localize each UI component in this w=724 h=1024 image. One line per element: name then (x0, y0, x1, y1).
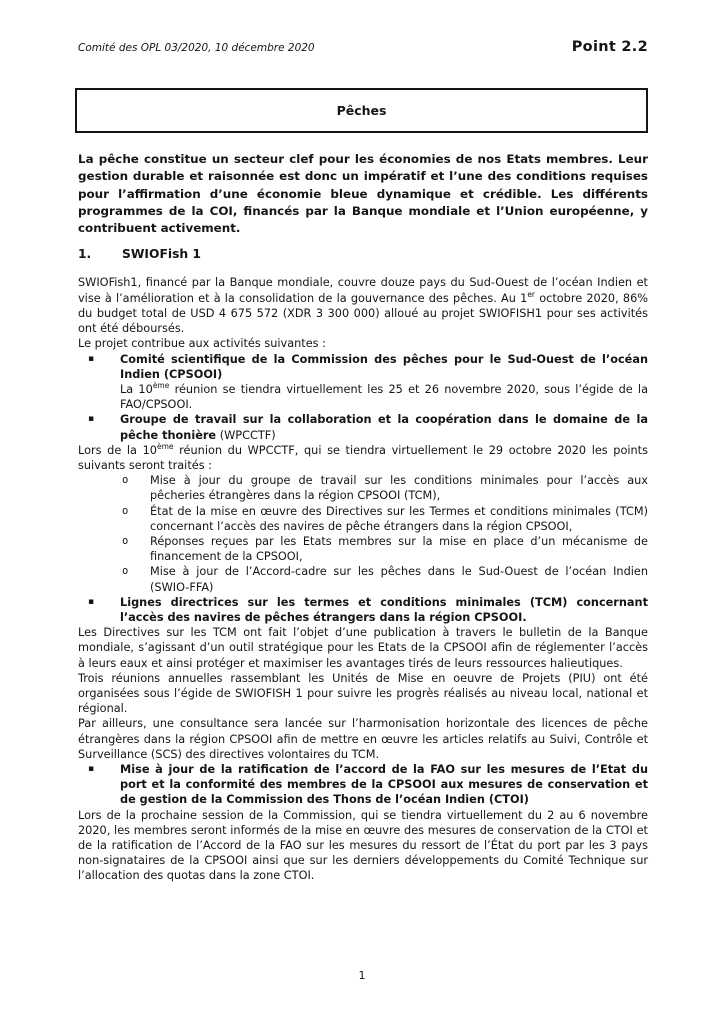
sub-bullet-text: Mise à jour de l’Accord-cadre sur les pêches dans le Sud-Ouest de l’océan Indien (SWIO-FFA) (150, 565, 648, 594)
sub-bullet-text: Réponses reçues par les Etats membres sur la mise en place d’un mécanisme de financement de la CPSOOI, (150, 534, 648, 564)
text-run: SWIOFish1, financé par la Banque mondiale, couvre douze pays du Sud-Ouest de l’océan Indien et vise à l’amélioration et à la consolidation de la gouvernance des pêches. Au 1 (78, 276, 648, 305)
paragraph-swiofish-overview (78, 275, 648, 336)
bullet-item-lignes-directrices (78, 595, 648, 625)
superscript-ordinal: ème (156, 441, 174, 451)
bullet-heading-lignes-directrices: Lignes directrices sur les termes et conditions minimales (TCM) concernant l’accès des navires de pêches étrangers dans la région CPSOOI. (120, 595, 648, 624)
sub-bullet-item-swio-ffa (78, 564, 648, 594)
text-run: Lors de la 10 (78, 443, 157, 457)
paragraph-commission-session: Lors de la prochaine session de la Commission, qui se tiendra virtuellement du 2 au 6 novembre 2020, les membres seront informés de la mise en œuvre des mesures de conservation de la CTOI et de la ratification de l’Accord de la FAO sur les mesures du ressort de l’État du port par les 3 pays non-signataires de la CPSOOI ainsi que sur les derniers développements du Comité Technique sur l’allocation des quotas dans la zone CTOI. (78, 808, 648, 883)
text-run: réunion se tiendra virtuellement les 25 et 26 novembre 2020, sous l’égide de la FAO/CPSOOI. (120, 382, 648, 412)
page-number: 1 (358, 969, 366, 982)
text-run: octobre 2020, 86% du budget total de USD 4 675 572 (XDR 3 300 000) alloué au projet SWIOFISH1 pour ses activités ont été déboursés. (78, 291, 648, 336)
header-agenda-point: Point 2.2 (571, 39, 648, 55)
square-bullet-icon: ▪ (88, 596, 95, 607)
page-footer (0, 969, 724, 982)
section-number: 1. (78, 247, 92, 262)
bullet-item-cpsooi (78, 352, 648, 413)
paragraph-consultance: Par ailleurs, une consultance sera lancée sur l’harmonisation horizontale des licences de pêche étrangères dans la région CPSOOI afin de mettre en œuvre les articles relatifs au Suivi, Contrôle et Surveillance (SCS) des directives volontaires du TCM. (78, 717, 648, 761)
text-run: La 10 (120, 382, 153, 396)
bullet-heading-wpcctf (120, 412, 648, 442)
sub-bullet-item-responses (78, 534, 648, 564)
text-run: réunion du WPCCTF, qui se tiendra virtuellement le 29 octobre 2020 les points suivants seront traités : (78, 443, 648, 472)
bullet-heading-fao-ratification: Mise à jour de la ratification de l’accord de la FAO sur les mesures de l’Etat du port et la conformité des membres de la CPSOOI aux mesures de conservation et de gestion de la Commission des Thons de l’océan Indien (CTOI) (120, 762, 648, 807)
sub-bullet-item-tcm-update (78, 473, 648, 503)
bullet-heading-cpsooi: Comité scientifique de la Commission des pêches pour le Sud-Ouest de l’océan Indien (CPSOOI) (120, 352, 648, 381)
square-bullet-icon: ▪ (88, 414, 95, 425)
paragraph-directives-publication: Les Directives sur les TCM ont fait l’objet d’une publication à travers le bulletin de la Banque mondiale, s’agissant d’un outil stratégique pour les Etats de la CPSOOI afin de réglementer l’accès à leurs eaux et ainsi protéger et maximiser les avantages tirés de leurs ressources halieutiques. (78, 626, 648, 670)
text-run: (WPCCTF) (216, 428, 276, 442)
circle-bullet-icon: o (122, 504, 129, 517)
superscript-ordinal: ème (152, 381, 170, 391)
paragraph-activities-lead: Le projet contribue aux activités suivantes : (78, 337, 326, 351)
intro-paragraph: La pêche constitue un secteur clef pour les économies de nos Etats membres. Leur gestion durable et raisonnée est donc un impératif et l’une des conditions requises pour l’affirmation d’une économie bleue dynamique et crédible. Les différents programmes de la COI, financés par la Banque mondiale et l’Union européenne, y contribuent activement. (78, 152, 648, 236)
header-committee-meta: Comité des OPL 03/2020, 10 décembre 2020 (78, 42, 315, 54)
paragraph-wpcctf-meeting (78, 443, 648, 473)
superscript-ordinal: er (527, 289, 536, 299)
text-run-bold: Groupe de travail sur la collaboration et la coopération dans le domaine de la pêche thonière (120, 413, 648, 442)
circle-bullet-icon: o (122, 474, 129, 487)
section-title: SWIOFish 1 (122, 247, 201, 262)
section-heading (78, 246, 648, 262)
square-bullet-icon: ▪ (88, 763, 95, 774)
sub-bullet-text: Mise à jour du groupe de travail sur les conditions minimales pour l’accès aux pêcheries étrangères dans la région CPSOOI (TCM), (150, 474, 648, 503)
bullet-body-cpsooi (120, 382, 648, 412)
square-bullet-icon: ▪ (88, 353, 95, 364)
title-box (75, 88, 648, 133)
bullet-item-wpcctf (78, 412, 648, 442)
circle-bullet-icon: o (122, 565, 129, 578)
page-header (78, 40, 648, 55)
document-title: Pêches (336, 103, 387, 118)
circle-bullet-icon: o (122, 534, 129, 547)
sub-bullet-text: État de la mise en œuvre des Directives sur les Termes et conditions minimales (TCM) concernant l’accès des navires de pêche étrangers dans la région CPSOOI, (150, 504, 648, 533)
paragraph-reunions-annuelles: Trois réunions annuelles rassemblant les Unités de Mise en oeuvre de Projets (PIU) ont été organisées sous l’égide de SWIOFISH 1 pour suivre les progrès réalisés au niveau local, national et régional. (78, 671, 648, 716)
bullet-item-fao-ratification (78, 762, 648, 808)
sub-bullet-item-directives-status (78, 504, 648, 534)
